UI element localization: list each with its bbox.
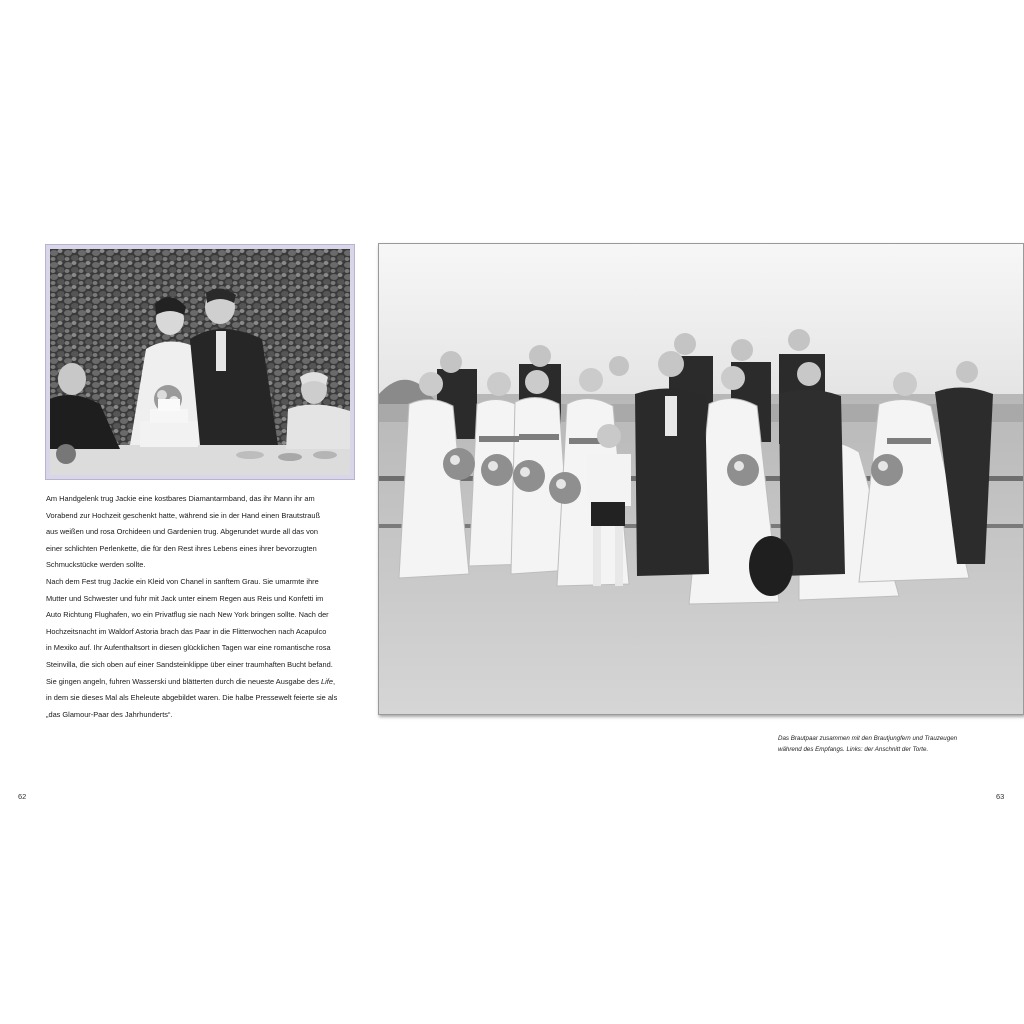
body-line: Am Handgelenk trug Jackie eine kostbares Diamantarmband, das ihr Mann ihr am <box>46 494 315 503</box>
body-line-suffix: , <box>332 676 335 686</box>
body-line: Hochzeitsnacht im Waldorf Astoria brach das Paar in die Flitterwochen nach Acapulco <box>46 626 327 636</box>
body-line: Vorabend zur Hochzeit geschenkt hatte, während sie in der Hand einen Brautstrauß <box>46 510 321 520</box>
cake-cutting-photo <box>46 245 354 479</box>
body-text <box>46 491 358 723</box>
body-line-text: Sie gingen angeln, fuhren Wasserski und blätterten durch die neueste Ausgabe des <box>46 676 322 686</box>
page-number-left: 62 <box>18 792 27 801</box>
cake-cutting-image <box>50 249 350 475</box>
body-line: in Mexiko auf. Ihr Aufenthaltsort in diesen glücklichen Tagen war eine romantische rosa <box>46 643 331 653</box>
caption-line: Das Brautpaar zusammen mit den Brautjungfern und Trauzeugen <box>778 735 958 742</box>
magazine-title: Life <box>321 676 333 686</box>
body-line: in dem sie dieses Mal als Eheleute abgebildet waren. Die halbe Pressewelt feierte sie als <box>46 693 338 703</box>
body-line: aus weißen und rosa Orchideen und Gardenien trug. Abgerundet wurde all das von <box>46 527 318 537</box>
wedding-party-image <box>379 244 1024 715</box>
body-line: Nach dem Fest trug Jackie ein Kleid von Chanel in sanftem Grau. Sie umarmte ihre <box>46 576 319 586</box>
body-line: Auto Richtung Flughafen, wo ein Privatflug sie nach New York bringen sollte. Nach der <box>46 610 329 620</box>
body-line: Schmuckstücke werden sollte. <box>46 560 146 570</box>
photo-caption <box>778 733 1008 755</box>
body-line-with-italic <box>46 674 358 691</box>
body-line: einer schlichten Perlenkette, die für den Rest ihres Lebens eines ihrer bevorzugten <box>46 543 317 553</box>
body-line: „das Glamour-Paar des Jahrhunderts“. <box>46 709 173 719</box>
body-line: Mutter und Schwester und fuhr mit Jack unter einem Regen aus Reis und Konfetti im <box>46 593 324 603</box>
caption-line: während des Empfangs. Links: der Anschnitt der Torte. <box>778 746 929 753</box>
wedding-party-photo <box>378 243 1024 715</box>
page-number-right: 63 <box>996 792 1005 801</box>
body-line: Steinvilla, die sich oben auf einer Sandsteinklippe über einer traumhaften Bucht befand. <box>46 659 333 669</box>
